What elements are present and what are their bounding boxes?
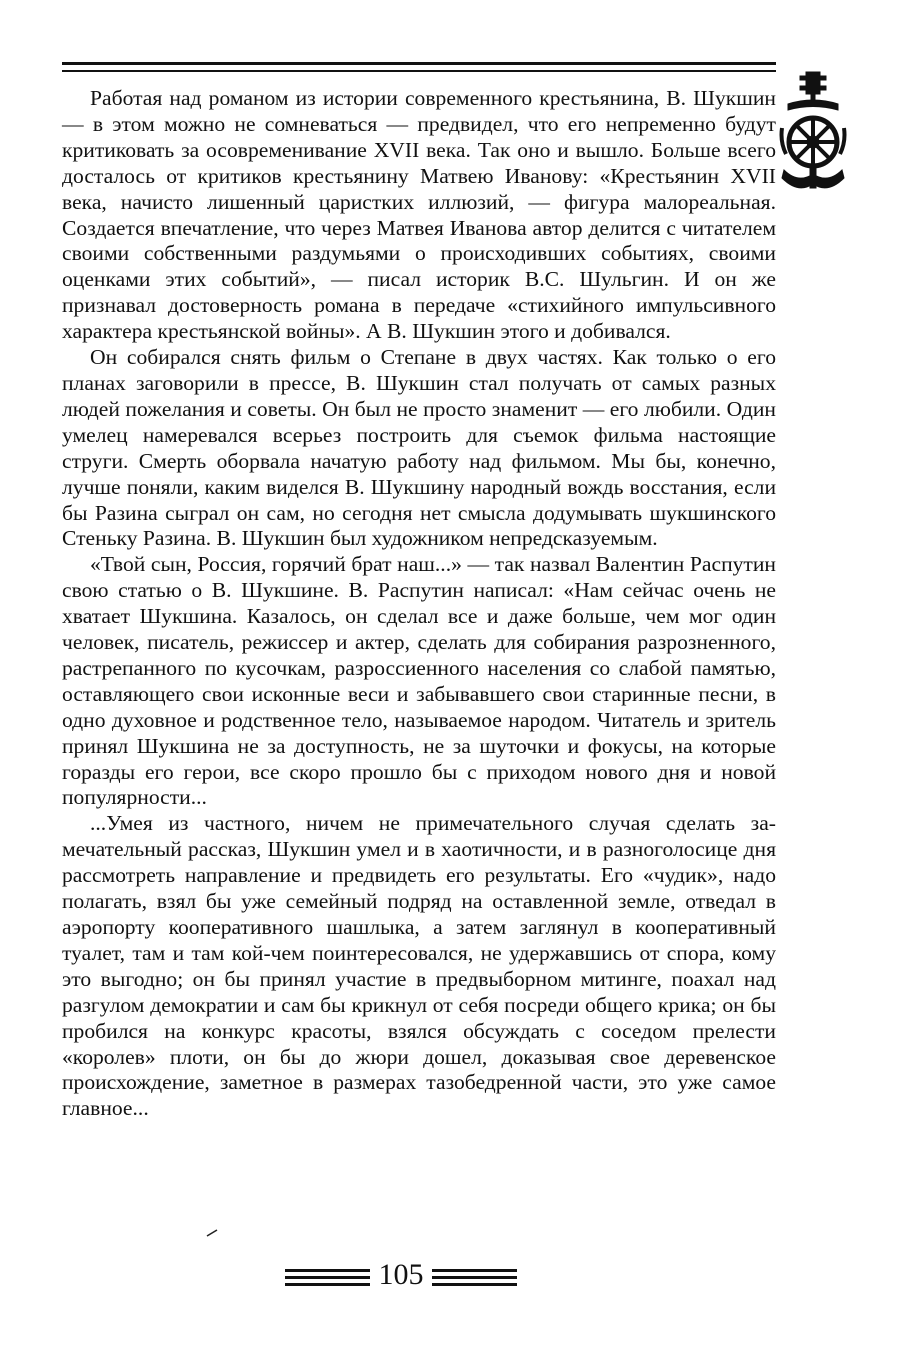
paragraph: ...Умея из частного, ничем не примечательного случая сделать замечательный рассказ, Шукшин умел и в хаотичности, и в разноголосице дня рассмотреть направление и предвидеть его результаты. Его «чудик», надо полагать, взял бы уже семейный подряд на оставленной земле, отведал в аэропорту кооперативного шашлыка, а затем заглянул в кооперативный туалет, там и там кой-чем поинтересовался, не удержавшись от спора, кому это выгодно; он бы принял участие в предвыборном митинге, поахал над разгулом демократии и сам бы крикнул от себя посреди общего крика; он бы пробился на конкурс красоты, взялся обсуждать с соседом прелести «королев» плоти, он бы до жюри дошел, доказывая свое деревенское происхождение, заметное в размерах тазобедренной части, это уже самое главное... [62, 811, 776, 1121]
body-text [62, 86, 776, 1122]
paragraph: «Твой сын, Россия, горячий брат наш...» — так назвал Валентин Распутин свою статью о В. Шукшине. В. Распутин написал: «Нам сейчас очень не хватает Шукшина. Казалось, он сделал все и даже больше, чем мог один человек, писатель, режиссер и актер, сделать для собирания разрозненного, растрепанного по кусочкам, разроссиенного населения со слабой памятью, оставляющего свои исконные веси и забывавшего свои старинные песни, в одно духовное и родственное тело, называемое народом. Читатель и зритель принял Шукшина не за доступность, не за шуточки и фокусы, на которые горазды его герои, все скоро прошло бы с приходом нового дня и новой популярности... [62, 552, 776, 810]
footer-rule-right [432, 1269, 517, 1290]
paragraph: Работая над романом из истории современного крестьянина, В. Шукшин — в этом можно не сомневаться — предвидел, что его непременно будут критиковать за осовременивание XVII века. Так оно и вышло. Больше всего досталось от критиков крестьянину Матвею Иванову: «Крестьянин XVII века, начисто лишенный царистких иллюзий, — фигура малореальная. Создается впечатление, что через Матвея Иванова автор делится с читателем своими собственными раздумьями о происходивших событиях, своими оценками этих событий», — писал историк В.С. Шульгин. И он же признавал достоверность романа в передаче «стихийного импульсивного характера крестьянской войны». А В. Шукшин этого и добивался. [62, 86, 776, 344]
header-rule-thin [62, 70, 776, 72]
page-footer [285, 1258, 517, 1292]
pen-mark [206, 1229, 218, 1237]
footer-rule-left [285, 1269, 370, 1290]
folk-ornament-icon [778, 70, 848, 198]
page-number: 105 [378, 1258, 424, 1291]
paragraph: Он собирался снять фильм о Степане в двух частях. Как только о его планах заговорили в прессе, В. Шукшин стал получать от самых разных людей пожелания и советы. Он был не просто знаменит — его любили. Один умелец намеревался всерьез построить для съемок фильма настоящие струги. Смерть оборвала начатую работу над фильмом. Мы бы, конечно, лучше поняли, каким виделся В. Шукшину народный вождь восстания, если бы Разина сыграл он сам, но сегодня нет смысла додумывать шукшинского Стеньку Разина. В. Шукшин был художником непредсказуемым. [62, 345, 776, 551]
header-rule-thick [62, 62, 776, 65]
